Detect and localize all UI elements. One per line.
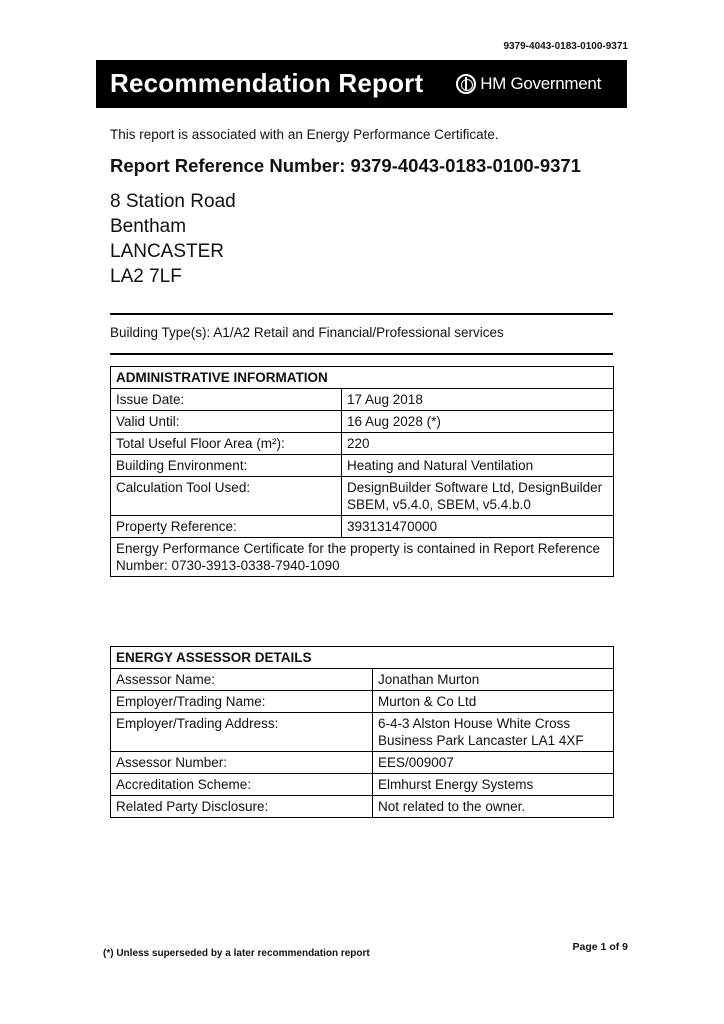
royal-crest-icon: [456, 74, 476, 94]
field-value: Not related to the owner.: [373, 796, 614, 818]
administrative-information-table: [110, 366, 614, 577]
field-label: Building Environment:: [111, 455, 342, 477]
field-value: 16 Aug 2028 (*): [342, 411, 614, 433]
table-row: [111, 411, 614, 433]
field-value: 393131470000: [342, 516, 614, 538]
field-label: Related Party Disclosure:: [111, 796, 373, 818]
report-reference-top: 9379-4043-0183-0100-9371: [503, 41, 628, 52]
field-label: Employer/Trading Address:: [111, 713, 373, 752]
divider: [110, 353, 613, 355]
field-value: 220: [342, 433, 614, 455]
table-row: [111, 691, 614, 713]
table-row: [111, 433, 614, 455]
energy-assessor-table: [110, 646, 614, 818]
field-label: Accreditation Scheme:: [111, 774, 373, 796]
table-row: [111, 752, 614, 774]
field-label: Assessor Number:: [111, 752, 373, 774]
table-row: [111, 669, 614, 691]
page-number: Page 1 of 9: [572, 941, 628, 953]
property-address: [110, 189, 236, 289]
field-label: Calculation Tool Used:: [111, 477, 342, 516]
table-row: [111, 455, 614, 477]
table-row: [111, 774, 614, 796]
field-label: Valid Until:: [111, 411, 342, 433]
table-row: [111, 389, 614, 411]
report-reference-heading: Report Reference Number: 9379-4043-0183-0100-9371: [110, 155, 581, 176]
field-value: DesignBuilder Software Ltd, DesignBuilder SBEM, v5.4.0, SBEM, v5.4.b.0: [342, 477, 614, 516]
table-row: [111, 538, 614, 577]
address-line: LANCASTER: [110, 241, 225, 262]
building-types: Building Type(s): A1/A2 Retail and Financial/Professional services: [110, 325, 504, 340]
field-value: Heating and Natural Ventilation: [342, 455, 614, 477]
page-title: Recommendation Report: [110, 68, 424, 98]
field-value: Murton & Co Ltd: [373, 691, 614, 713]
epc-reference-note: Energy Performance Certificate for the property is contained in Report Reference Number: 0730-3913-0338-7940-1090: [111, 538, 614, 577]
table-row: [111, 516, 614, 538]
address-line: Bentham: [110, 216, 187, 237]
table-heading: ENERGY ASSESSOR DETAILS: [111, 647, 614, 669]
table-row: [111, 477, 614, 516]
field-value: 6-4-3 Alston House White Cross Business Park Lancaster LA1 4XF: [373, 713, 614, 752]
field-label: Assessor Name:: [111, 669, 373, 691]
field-label: Employer/Trading Name:: [111, 691, 373, 713]
field-value: Jonathan Murton: [373, 669, 614, 691]
address-line: 8 Station Road: [110, 191, 236, 212]
table-header-row: [111, 647, 614, 669]
hm-government-logo: [456, 74, 601, 94]
intro-text: This report is associated with an Energy Performance Certificate.: [110, 127, 499, 142]
field-value: Elmhurst Energy Systems: [373, 774, 614, 796]
table-heading: ADMINISTRATIVE INFORMATION: [111, 367, 614, 389]
field-label: Property Reference:: [111, 516, 342, 538]
divider: [110, 313, 613, 315]
field-value: EES/009007: [373, 752, 614, 774]
address-line: LA2 7LF: [110, 266, 182, 287]
title-banner: [96, 60, 627, 108]
field-value: 17 Aug 2018: [342, 389, 614, 411]
table-header-row: [111, 367, 614, 389]
table-row: [111, 713, 614, 752]
table-row: [111, 796, 614, 818]
validity-footnote: (*) Unless superseded by a later recommendation report: [103, 948, 370, 959]
logo-text: HM Government: [480, 74, 601, 93]
field-label: Issue Date:: [111, 389, 342, 411]
field-label: Total Useful Floor Area (m²):: [111, 433, 342, 455]
